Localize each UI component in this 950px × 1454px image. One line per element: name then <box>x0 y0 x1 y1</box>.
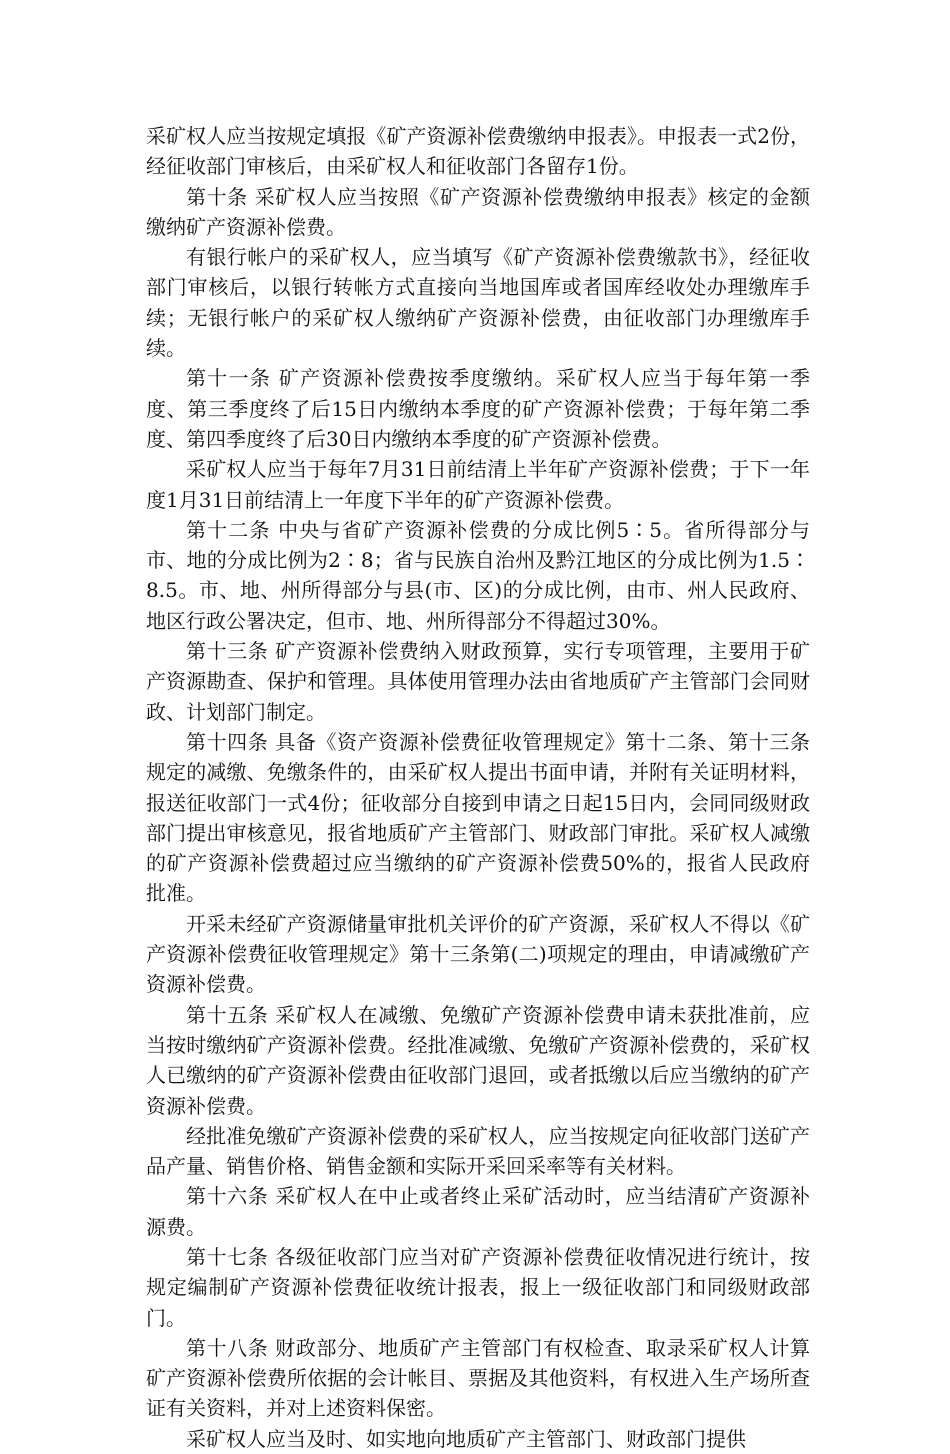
paragraph-article-15: 第十五条 采矿权人在减缴、免缴矿产资源补偿费申请未获批准前，应当按时缴纳矿产资源补偿费。经批准减缴、免缴矿产资源补偿费的，采矿权人已缴纳的矿产资源补偿费由征收部门退回，或者抵缴以后应当缴纳的矿产资源补偿费。 <box>146 1002 810 1118</box>
paragraph-article-16: 第十六条 采矿权人在中止或者终止采矿活动时，应当结清矿产资源补源费。 <box>146 1184 810 1239</box>
paragraph-continuation: 采矿权人应当按规定填报《矿产资源补偿费缴纳申报表》。申报表一式2份，经征收部门审核后，由采矿权人和征收部门各留存1份。 <box>146 124 810 179</box>
paragraph-article-10: 第十条 采矿权人应当按照《矿产资源补偿费缴纳申报表》核定的金额缴纳矿产资源补偿费。 <box>146 184 810 239</box>
paragraph-article-14: 第十四条 具备《资产资源补偿费征收管理规定》第十二条、第十三条规定的减缴、免缴条件的，由采矿权人提出书面申请，并附有关证明材料，报送征收部门一式4份；征收部分自接到申请之日起15日内，会同同级财政部门提出审核意见，报省地质矿产主管部门、财政部门审批。采矿权人减缴的矿产资源补偿费超过应当缴纳的矿产资源补偿费50%的，报省人民政府批准。 <box>146 729 810 906</box>
document-body <box>146 121 810 1454</box>
paragraph-truncated-ending: 采矿权人应当及时、如实地向地质矿产主管部门、财政部门提供 <box>186 1426 746 1451</box>
paragraph-article-18: 第十八条 财政部分、地质矿产主管部门有权检查、取录采矿权人计算矿产资源补偿费所依据的会计帐目、票据及其他资料，有权进入生产场所查证有关资料，并对上述资料保密。 <box>146 1335 810 1421</box>
paragraph-article-13: 第十三条 矿产资源补偿费纳入财政预算，实行专项管理，主要用于矿产资源勘查、保护和管理。具体使用管理办法由省地质矿产主管部门会同财政、计划部门制定。 <box>146 639 810 724</box>
paragraph-settlement-deadline: 采矿权人应当于每年7月31日前结清上半年矿产资源补偿费；于下一年度1月31日前结清上一年度下半年的矿产资源补偿费。 <box>146 457 810 512</box>
paragraph-article-17: 第十七条 各级征收部门应当对矿产资源补偿费征收情况进行统计，按规定编制矿产资源补偿费征收统计报表，报上一级征收部门和同级财政部门。 <box>146 1244 810 1330</box>
paragraph-unevaluated-resources: 开采未经矿产资源储量审批机关评价的矿产资源，采矿权人不得以《矿产资源补偿费征收管理规定》第十三条第(二)项规定的理由，申请减缴矿产资源补偿费。 <box>146 911 810 997</box>
paragraph-article-11: 第十一条 矿产资源补偿费按季度缴纳。采矿权人应当于每年第一季度、第三季度终了后15日内缴纳本季度的矿产资源补偿费；于每年第二季度、第四季度终了后30日内缴纳本季度的矿产资源补偿费。 <box>146 366 810 451</box>
paragraph-bank-account: 有银行帐户的采矿权人，应当填写《矿产资源补偿费缴款书》，经征收部门审核后，以银行转帐方式直接向当地国库或者国库经收处办理缴库手续；无银行帐户的采矿权人缴纳矿产资源补偿费，由征收部门办理缴库手续。 <box>146 245 810 361</box>
paragraph-article-12: 第十二条 中央与省矿产资源补偿费的分成比例5∶5。省所得部分与市、地的分成比例为2∶8；省与民族自治州及黔江地区的分成比例为1.5∶8.5。市、地、州所得部分与县(市、区)的分成比例，由市、州人民政府、地区行政公署决定，但市、地、州所得部分不得超过30%。 <box>146 517 810 633</box>
paragraph-exemption-reporting: 经批准免缴矿产资源补偿费的采矿权人，应当按规定向征收部门送矿产品产量、销售价格、销售金额和实际开采回采率等有关材料。 <box>146 1123 810 1179</box>
